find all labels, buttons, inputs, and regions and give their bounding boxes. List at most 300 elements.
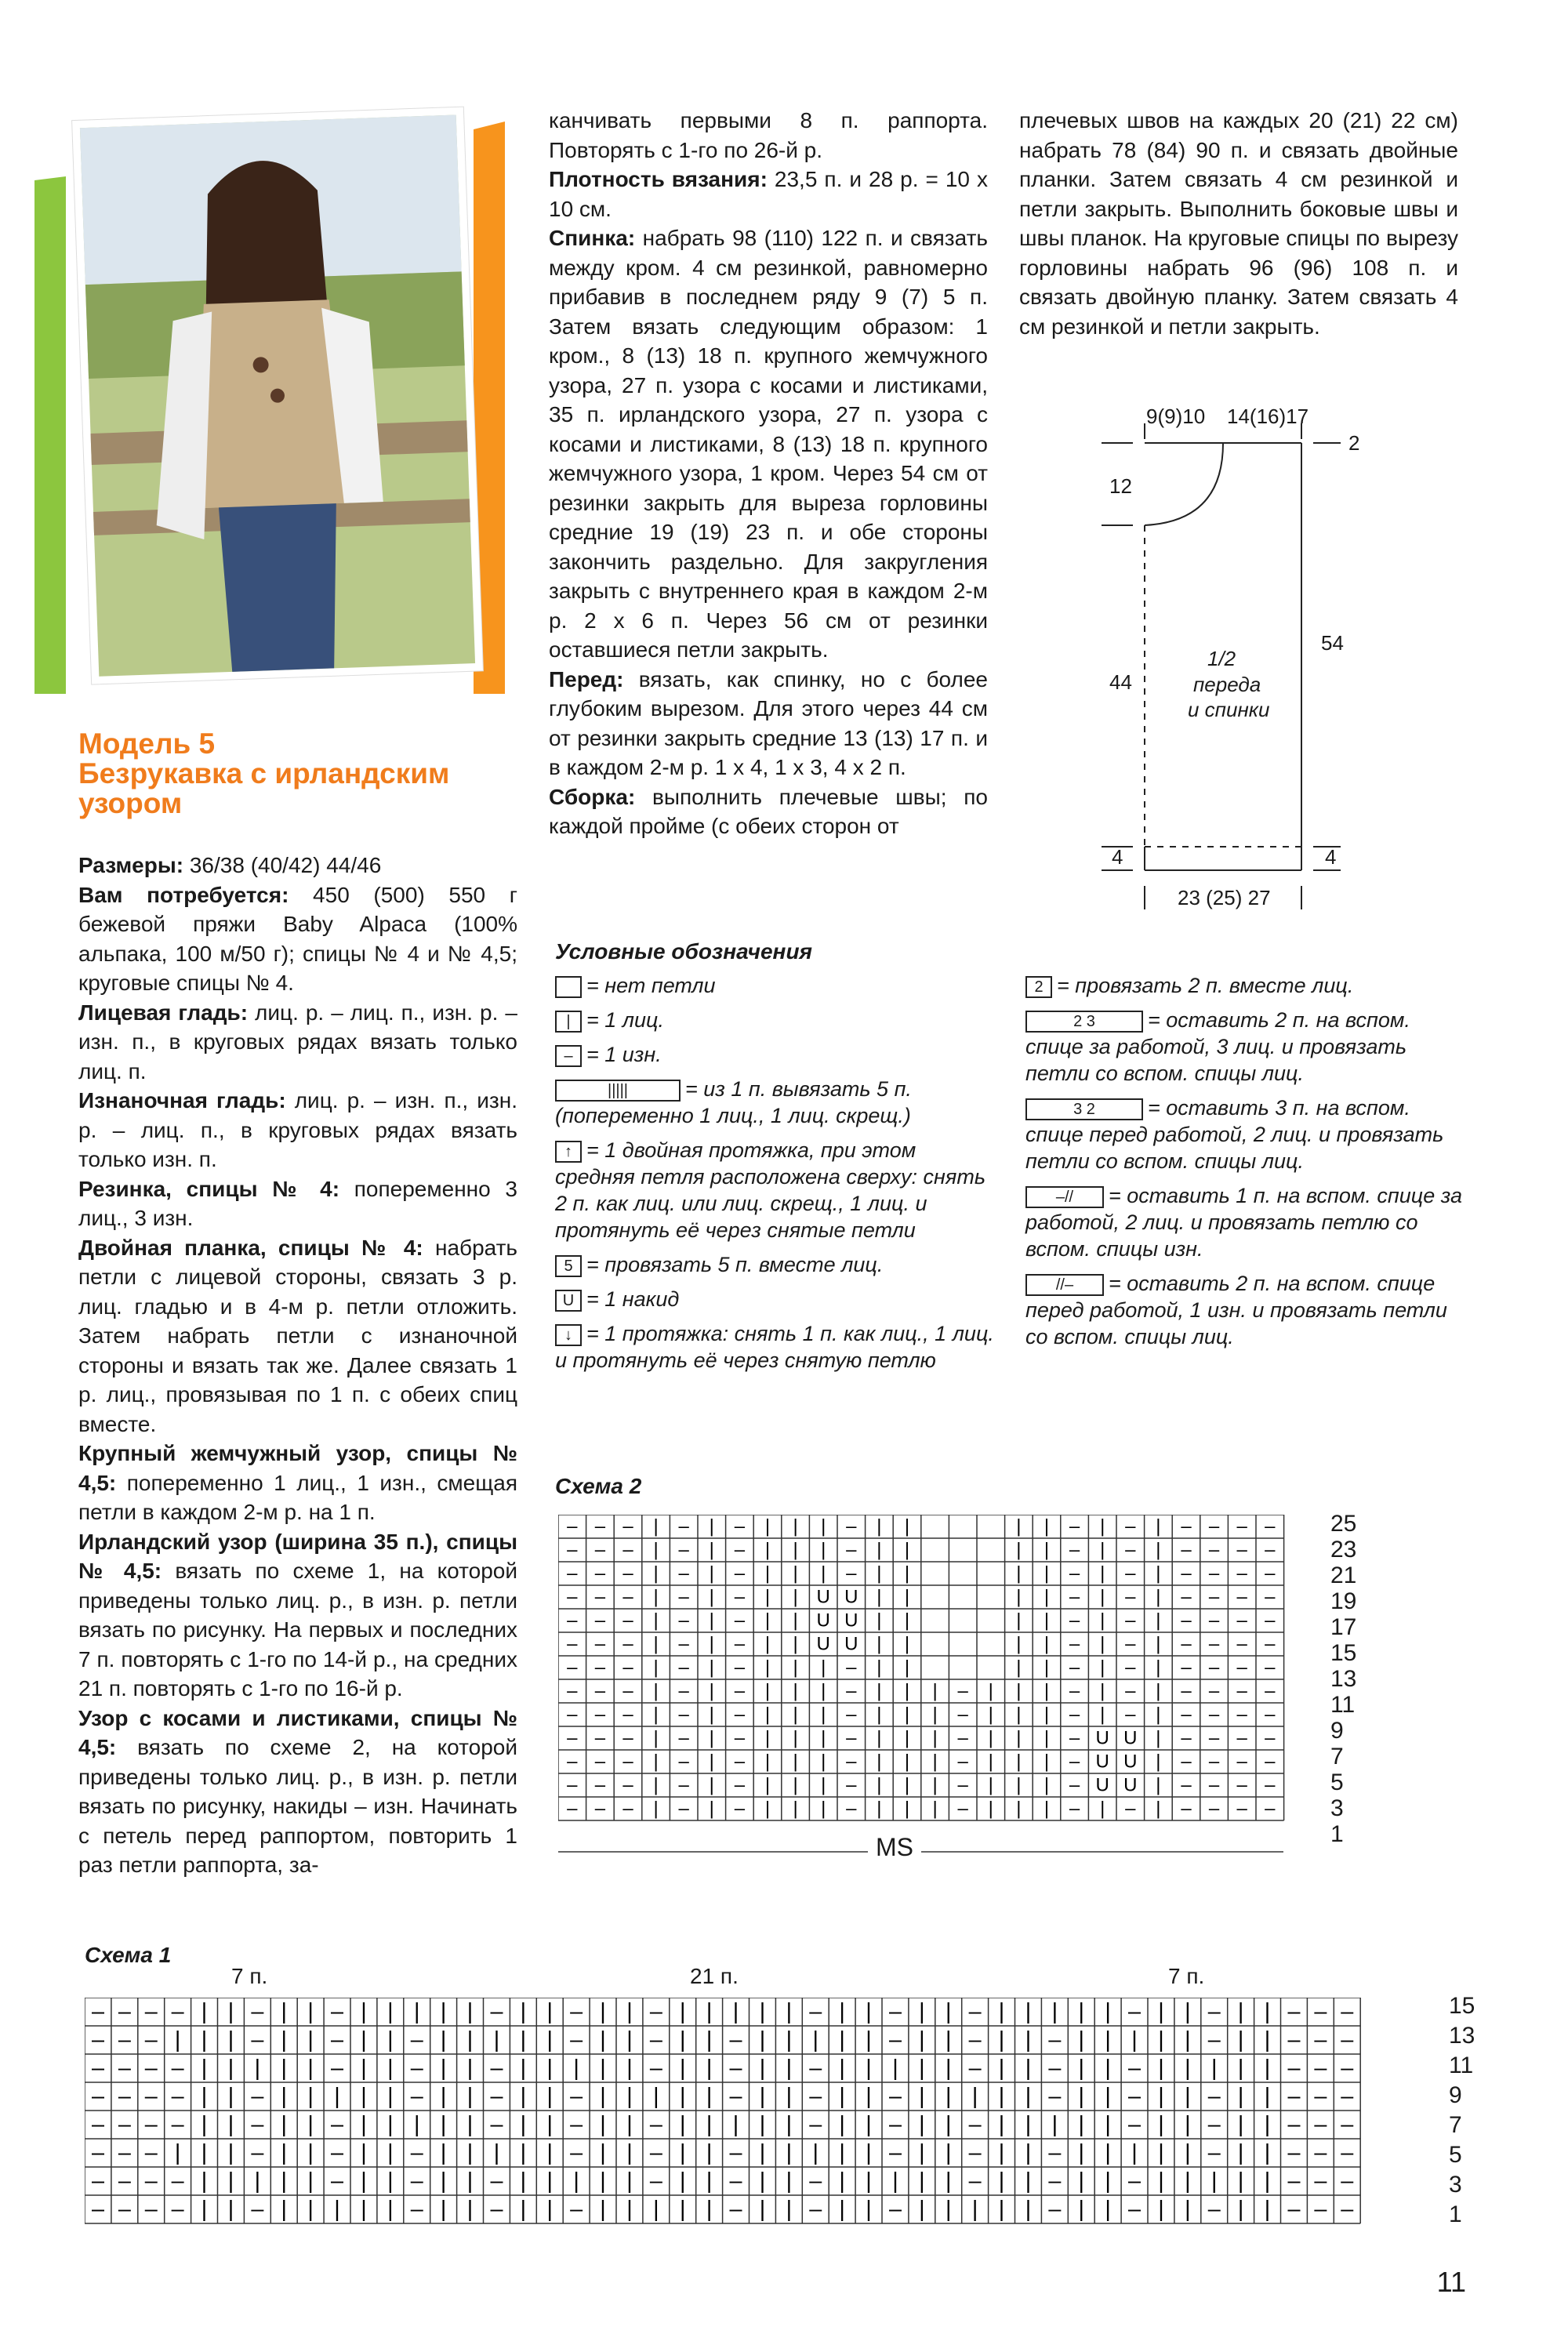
chart-stitch: – xyxy=(1341,1999,1354,2024)
chart-stitch: – xyxy=(1236,1586,1247,1608)
chart-stitch: | xyxy=(839,2140,845,2165)
chart-stitch: | xyxy=(764,1610,771,1632)
chart-stitch: | xyxy=(1100,1586,1105,1608)
chart-stitch: | xyxy=(653,1610,659,1632)
chart-stitch: | xyxy=(946,2112,952,2137)
chart-stitch: – xyxy=(968,2056,982,2081)
col2-p2: Спинка: набрать 98 (110) 122 п. и связать между кром. 4 см резинкой, равномерно прибавив в последнем ряду 9 (7) 5 п. Затем вязать следующим образом: 1 кром., 8 (13) 18 п. крупного жемчужного узора, 27 п. узора с косами и листиками, 35 п. ирландского узора, 27 п. узора с косами и листиками, 8 (13) 18 п. крупного жемчужного узора, 1 кром. Через 54 см от резинки закрыть для выреза горловины средние 19 (19) 23 п. и обе стороны закончить раздельно. Для закругления закрыть с внутреннего края в каждом 2-м р. 2 х 6 п. Через 56 см от резинки оставшиеся петли закрыть. xyxy=(549,226,988,662)
chart-stitch: | xyxy=(201,2197,208,2222)
chart-stitch: U xyxy=(1123,1774,1138,1796)
chart-stitch: | xyxy=(1100,1515,1105,1537)
chart-stitch: | xyxy=(281,2112,287,2137)
legend-item: – = 1 изн. xyxy=(555,1041,994,1068)
chart-stitch: | xyxy=(1264,2084,1271,2109)
chart-stitch: | xyxy=(821,1657,826,1679)
chart-stitch: – xyxy=(570,2084,583,2109)
chart-stitch: | xyxy=(387,2056,394,2081)
chart-stitch: | xyxy=(793,1680,798,1702)
chart-stitch: – xyxy=(490,1999,503,2024)
chart-stitch: | xyxy=(307,2169,314,2194)
chart-stitch: – xyxy=(957,1798,968,1820)
chart-stitch: | xyxy=(653,1798,659,1820)
chart-stitch: | xyxy=(387,2084,394,2109)
chart-stitch: | xyxy=(998,2112,1005,2137)
chart-stitch: | xyxy=(877,1727,882,1749)
symbol-no-stitch xyxy=(555,976,582,998)
chart-stitch: | xyxy=(988,1727,993,1749)
chart-stitch: – xyxy=(567,1798,578,1820)
chart-stitch: – xyxy=(734,1657,746,1679)
legend-item: 2 3 = оставить 2 п. на вспом. спице за работой, 3 лиц. и провязать петли со вспом. спицы лиц. xyxy=(1025,1008,1410,1085)
chart-stitch: | xyxy=(1158,2084,1164,2109)
chart-stitch: | xyxy=(998,2084,1005,2109)
chart-stitch: | xyxy=(680,2027,686,2053)
chart-stitch: | xyxy=(866,2027,872,2053)
chart-stitch: – xyxy=(490,2056,503,2081)
chart1-header-right: 7 п. xyxy=(1168,1964,1205,1988)
chart1-row-number: 1 xyxy=(1449,2201,1462,2227)
chart-stitch: – xyxy=(331,1999,344,2024)
chart-stitch: | xyxy=(793,1751,798,1773)
chart-stitch: | xyxy=(227,2197,234,2222)
chart-stitch: | xyxy=(971,2084,978,2109)
chart-stitch: | xyxy=(786,2027,793,2053)
chart-stitch: – xyxy=(1125,1704,1136,1726)
chart-stitch: | xyxy=(706,2027,713,2053)
chart-stitch: – xyxy=(91,1999,104,2024)
chart-stitch: – xyxy=(809,2197,822,2222)
chart-stitch: | xyxy=(281,2056,287,2081)
chart-stitch: – xyxy=(410,2084,423,2109)
chart-stitch: | xyxy=(1264,2140,1271,2165)
chart-stitch: – xyxy=(1181,1633,1192,1655)
chart-stitch: | xyxy=(998,2197,1005,2222)
chart-stitch: – xyxy=(1208,1774,1220,1796)
chart-stitch: – xyxy=(594,1539,606,1561)
chart-stitch: – xyxy=(1207,1999,1221,2024)
chart-stitch: – xyxy=(622,1751,633,1773)
chart-stitch: | xyxy=(1078,2084,1084,2109)
chart-stitch: – xyxy=(1069,1774,1080,1796)
chart-stitch: | xyxy=(546,2027,553,2053)
chart-stitch: – xyxy=(118,2169,131,2194)
chart2-row-number: 23 xyxy=(1330,1537,1357,1563)
legend-item: 2 = провязать 2 п. вместе лиц. xyxy=(1025,972,1465,999)
chart-stitch: – xyxy=(678,1798,689,1820)
chart-stitch: | xyxy=(793,1727,798,1749)
chart-stitch: – xyxy=(678,1586,689,1608)
legend-left xyxy=(555,972,994,1381)
chart-stitch: | xyxy=(1158,2197,1164,2222)
chart-stitch: | xyxy=(600,2084,606,2109)
chart-stitch: | xyxy=(653,1657,659,1679)
chart-stitch: – xyxy=(1236,1563,1247,1584)
chart-stitch: – xyxy=(594,1586,606,1608)
chart-stitch: | xyxy=(1185,2027,1191,2053)
chart-stitch: | xyxy=(1025,1999,1032,2024)
chart-stitch: | xyxy=(919,2056,925,2081)
chart-stitch: – xyxy=(888,2140,902,2165)
chart-stitch: | xyxy=(307,2140,314,2165)
chart-stitch: – xyxy=(1287,2056,1301,2081)
chart-stitch: | xyxy=(1078,1999,1084,2024)
chart-stitch: | xyxy=(793,1704,798,1726)
chart-stitch: | xyxy=(1211,2056,1218,2081)
chart-stitch: | xyxy=(904,1657,910,1679)
chart-stitch: | xyxy=(1016,1774,1022,1796)
chart-stitch: | xyxy=(988,1680,993,1702)
chart-stitch: | xyxy=(919,2084,925,2109)
chart-stitch: – xyxy=(91,2084,104,2109)
chart-stitch: – xyxy=(410,2140,423,2165)
chart-stitch: | xyxy=(546,2140,553,2165)
chart-stitch: | xyxy=(520,2084,527,2109)
chart-stitch: | xyxy=(201,2112,208,2137)
chart-stitch: – xyxy=(567,1751,578,1773)
chart-stitch: | xyxy=(1264,1999,1271,2024)
chart-stitch: – xyxy=(1069,1751,1080,1773)
chart-stitch: – xyxy=(570,1999,583,2024)
chart-stitch: – xyxy=(1207,2112,1221,2137)
chart-stitch: – xyxy=(1341,2084,1354,2109)
chart-stitch: – xyxy=(1048,2140,1062,2165)
chart-stitch: | xyxy=(793,1610,798,1632)
chart-stitch: | xyxy=(904,1774,910,1796)
chart-stitch: | xyxy=(600,2169,606,2194)
chart-stitch: | xyxy=(709,1774,714,1796)
col1-p2: Лицевая гладь: лиц. р. – лиц. п., изн. р. – изн. п., в круговых рядах вязать только лиц. п. xyxy=(78,1000,517,1083)
chart-stitch: – xyxy=(678,1539,689,1561)
chart2-row-number: 9 xyxy=(1330,1718,1344,1744)
chart-stitch: – xyxy=(1236,1515,1247,1537)
chart-stitch: | xyxy=(653,1586,659,1608)
chart-stitch: – xyxy=(567,1727,578,1749)
chart-stitch: – xyxy=(1069,1610,1080,1632)
chart-stitch: | xyxy=(626,2027,633,2053)
chart-stitch: | xyxy=(1025,2197,1032,2222)
chart-stitch: | xyxy=(932,1680,938,1702)
chart-stitch: | xyxy=(653,1563,659,1584)
chart-stitch: – xyxy=(846,1704,857,1726)
chart-stitch: | xyxy=(227,2027,234,2053)
chart-stitch: | xyxy=(1185,2140,1191,2165)
green-accent-strip xyxy=(34,176,66,694)
chart-stitch: – xyxy=(957,1727,968,1749)
chart-stitch: – xyxy=(809,2112,822,2137)
chart-stitch: – xyxy=(1341,2140,1354,2165)
chart1-title: Схема 1 xyxy=(85,1943,172,1967)
chart-stitch: | xyxy=(573,2056,579,2081)
chart-stitch: – xyxy=(1341,2169,1354,2194)
chart-stitch: – xyxy=(331,2140,344,2165)
chart-stitch: | xyxy=(653,1704,659,1726)
chart-stitch: | xyxy=(1044,1751,1050,1773)
chart-stitch: – xyxy=(567,1680,578,1702)
chart-stitch: – xyxy=(1181,1704,1192,1726)
chart-stitch: | xyxy=(1078,2027,1084,2053)
chart-stitch: | xyxy=(1131,2140,1138,2165)
chart-stitch: – xyxy=(1207,2140,1221,2165)
chart-stitch: | xyxy=(1051,2112,1058,2137)
chart-stitch: – xyxy=(490,2169,503,2194)
chart-stitch: – xyxy=(1265,1633,1276,1655)
chart-stitch: | xyxy=(227,2140,234,2165)
chart-stitch: | xyxy=(653,1727,659,1749)
chart-stitch: | xyxy=(520,2056,527,2081)
chart-stitch: – xyxy=(957,1774,968,1796)
chart-stitch: – xyxy=(1265,1774,1276,1796)
chart-stitch: | xyxy=(201,1999,208,2024)
chart-stitch: – xyxy=(118,1999,131,2024)
chart-stitch: | xyxy=(709,1586,714,1608)
chart-stitch: – xyxy=(1181,1539,1192,1561)
legend-item: ↑ = 1 двойная протяжка, при этом средняя петля расположена сверху: снять 2 п. как лиц. или лиц. скрещ., 1 лиц. и протянуть её через снятые петли xyxy=(555,1138,986,1242)
chart-stitch: | xyxy=(709,1515,714,1537)
chart1-row-number: 13 xyxy=(1449,2023,1475,2049)
chart-stitch: – xyxy=(622,1657,633,1679)
chart-stitch: | xyxy=(759,2140,766,2165)
chart-stitch: | xyxy=(440,2056,447,2081)
chart-stitch: | xyxy=(1044,1515,1050,1537)
chart-stitch: – xyxy=(1208,1515,1220,1537)
chart-stitch: – xyxy=(567,1586,578,1608)
chart-stitch: – xyxy=(622,1704,633,1726)
chart-stitch: – xyxy=(888,1999,902,2024)
chart-stitch: | xyxy=(946,2084,952,2109)
chart-stitch: – xyxy=(1236,1704,1247,1726)
chart-stitch: | xyxy=(998,2056,1005,2081)
chart-stitch: | xyxy=(1044,1539,1050,1561)
chart-stitch: | xyxy=(680,2112,686,2137)
chart-stitch: | xyxy=(904,1727,910,1749)
chart-stitch: | xyxy=(201,2056,208,2081)
chart-stitch: – xyxy=(846,1774,857,1796)
chart-stitch: | xyxy=(387,1999,394,2024)
chart-stitch: | xyxy=(1211,2169,1218,2194)
chart-stitch: | xyxy=(254,2056,261,2081)
chart-stitch: – xyxy=(734,1586,746,1608)
diagram-lines xyxy=(1098,392,1380,925)
chart-stitch: – xyxy=(118,2197,131,2222)
chart-stitch: | xyxy=(812,2140,818,2165)
chart-stitch: | xyxy=(932,1798,938,1820)
chart-stitch: U xyxy=(1123,1727,1138,1749)
chart-stitch: | xyxy=(946,2056,952,2081)
chart-stitch: | xyxy=(1100,1657,1105,1679)
chart-stitch: – xyxy=(729,2027,742,2053)
chart-stitch: – xyxy=(144,2056,158,2081)
chart-stitch: – xyxy=(734,1704,746,1726)
chart-stitch: | xyxy=(946,2197,952,2222)
chart-stitch: | xyxy=(520,2140,527,2165)
chart-stitch: | xyxy=(1044,1680,1050,1702)
chart-stitch: – xyxy=(567,1633,578,1655)
chart-stitch: | xyxy=(706,2140,713,2165)
chart-stitch: | xyxy=(1100,1539,1105,1561)
chart-stitch: – xyxy=(1208,1727,1220,1749)
legend-item: U = 1 накид xyxy=(555,1286,994,1312)
chart-stitch: | xyxy=(174,2140,181,2165)
chart-stitch: | xyxy=(1105,2112,1111,2137)
chart-stitch: – xyxy=(1265,1727,1276,1749)
chart-stitch: – xyxy=(171,2112,184,2137)
chart-stitch: – xyxy=(91,2027,104,2053)
chart-stitch: | xyxy=(1156,1586,1161,1608)
chart-stitch: – xyxy=(171,2169,184,2194)
chart-stitch: | xyxy=(414,1999,420,2024)
chart-stitch: – xyxy=(809,2169,822,2194)
chart-stitch: | xyxy=(1044,1798,1050,1820)
chart-stitch: | xyxy=(988,1704,993,1726)
chart-stitch: – xyxy=(1341,2112,1354,2137)
chart-stitch: – xyxy=(1128,1999,1142,2024)
chart-stitch: – xyxy=(729,2084,742,2109)
chart-stitch: | xyxy=(709,1610,714,1632)
chart-stitch: – xyxy=(846,1657,857,1679)
diag-top-left: 9(9)10 xyxy=(1146,405,1206,428)
chart-stitch: – xyxy=(649,2056,662,2081)
chart-stitch: | xyxy=(1105,2169,1111,2194)
chart-stitch: – xyxy=(649,2027,662,2053)
chart-stitch: | xyxy=(932,1727,938,1749)
chart-stitch: | xyxy=(600,2197,606,2222)
chart-stitch: | xyxy=(1185,1999,1191,2024)
chart-stitch: – xyxy=(594,1704,606,1726)
chart-stitch: | xyxy=(1156,1539,1161,1561)
chart-stitch: U xyxy=(816,1586,830,1608)
chart1-row-number: 3 xyxy=(1449,2172,1462,2198)
model-number: Модель 5 xyxy=(78,728,216,760)
chart-stitch: | xyxy=(1105,2084,1111,2109)
chart2-row-number: 15 xyxy=(1330,1640,1357,1666)
chart-stitch: – xyxy=(410,2169,423,2194)
chart-stitch: – xyxy=(91,2197,104,2222)
chart-stitch: – xyxy=(649,2140,662,2165)
chart-stitch: | xyxy=(821,1798,826,1820)
chart1-row-number: 15 xyxy=(1449,1993,1475,2019)
chart-stitch: | xyxy=(1016,1657,1022,1679)
chart-stitch: – xyxy=(1128,2112,1142,2137)
chart-stitch: – xyxy=(594,1727,606,1749)
chart-stitch: | xyxy=(1158,2140,1164,2165)
chart-stitch: | xyxy=(440,2169,447,2194)
chart-stitch: | xyxy=(1185,2169,1191,2194)
symbol-yarn-over: U xyxy=(555,1290,582,1312)
chart-stitch: | xyxy=(600,2056,606,2081)
chart-stitch: | xyxy=(709,1633,714,1655)
chart-stitch: | xyxy=(1016,1751,1022,1773)
chart-stitch: – xyxy=(1341,2197,1354,2222)
model-photo xyxy=(34,98,505,694)
chart-stitch: – xyxy=(1125,1610,1136,1632)
chart-stitch: – xyxy=(1069,1727,1080,1749)
chart-stitch: | xyxy=(387,2197,394,2222)
chart-stitch: | xyxy=(387,2140,394,2165)
chart-stitch: | xyxy=(653,1751,659,1773)
chart-stitch: – xyxy=(91,2140,104,2165)
chart-stitch: | xyxy=(759,2197,766,2222)
chart-stitch: – xyxy=(1181,1610,1192,1632)
chart-stitch: | xyxy=(764,1563,771,1584)
chart-stitch: | xyxy=(254,2169,261,2194)
chart-stitch: | xyxy=(1078,2169,1084,2194)
chart-stitch: | xyxy=(1016,1515,1022,1537)
chart-stitch: – xyxy=(968,2027,982,2053)
chart-stitch: | xyxy=(1237,2056,1244,2081)
chart-stitch: – xyxy=(1181,1586,1192,1608)
chart2-row-number: 17 xyxy=(1330,1614,1357,1640)
chart2 xyxy=(558,1511,1389,1875)
chart-stitch: – xyxy=(622,1680,633,1702)
chart-stitch: | xyxy=(877,1539,882,1561)
chart-stitch: | xyxy=(1156,1680,1161,1702)
chart-stitch: | xyxy=(1025,2084,1032,2109)
chart-stitch: | xyxy=(1156,1515,1161,1537)
chart-stitch: – xyxy=(622,1539,633,1561)
chart-stitch: | xyxy=(1264,2056,1271,2081)
chart-stitch: – xyxy=(678,1610,689,1632)
chart-stitch: – xyxy=(594,1515,606,1537)
chart-stitch: | xyxy=(839,2197,845,2222)
chart-stitch: – xyxy=(678,1657,689,1679)
chart-stitch: | xyxy=(1016,1586,1022,1608)
chart-stitch: – xyxy=(1069,1680,1080,1702)
chart1-grid xyxy=(85,1998,1363,2233)
chart-stitch: | xyxy=(1264,2112,1271,2137)
chart-stitch: – xyxy=(1125,1539,1136,1561)
chart-stitch: | xyxy=(786,1999,793,2024)
chart-stitch: – xyxy=(594,1610,606,1632)
chart-stitch: | xyxy=(709,1563,714,1584)
chart-stitch: | xyxy=(1185,2112,1191,2137)
chart-stitch: – xyxy=(649,2112,662,2137)
chart-stitch: | xyxy=(866,2056,872,2081)
column-3 xyxy=(1019,106,1458,341)
chart-stitch: | xyxy=(1158,2169,1164,2194)
chart-stitch: – xyxy=(1069,1657,1080,1679)
chart-stitch: | xyxy=(946,2169,952,2194)
chart-stitch: – xyxy=(570,2027,583,2053)
chart-stitch: – xyxy=(1181,1798,1192,1820)
chart-stitch: | xyxy=(759,1999,766,2024)
chart-stitch: – xyxy=(1208,1680,1220,1702)
chart-stitch: | xyxy=(877,1610,882,1632)
chart-stitch: | xyxy=(866,1999,872,2024)
chart-stitch: U xyxy=(1095,1774,1109,1796)
col1-p5: Двойная планка, спицы № 4: набрать петли с лицевой стороны, связать 3 р. лиц. гладью и в 4-м р. петли отложить. Затем набрать петли с изнаночной стороны и вязать так же. Далее связать 1 р. лиц., провязывая по 1 п. с обеих спиц вместе. xyxy=(78,1235,518,1436)
chart-stitch: | xyxy=(877,1751,882,1773)
chart-stitch: – xyxy=(1314,2197,1327,2222)
chart-stitch: – xyxy=(1208,1704,1220,1726)
chart-stitch: – xyxy=(1181,1774,1192,1796)
chart-stitch: – xyxy=(594,1751,606,1773)
chart-stitch: | xyxy=(764,1680,771,1702)
chart-stitch: – xyxy=(144,2112,158,2137)
chart-stitch: | xyxy=(839,2169,845,2194)
chart-stitch: – xyxy=(91,2056,104,2081)
chart-stitch: – xyxy=(846,1563,857,1584)
chart-stitch: – xyxy=(490,2084,503,2109)
chart2-row-number: 21 xyxy=(1330,1563,1357,1588)
diag-left-len: 44 xyxy=(1109,670,1132,694)
column-1 xyxy=(78,851,517,1880)
chart-stitch: | xyxy=(546,2169,553,2194)
chart-stitch: | xyxy=(709,1539,714,1561)
chart-stitch: – xyxy=(1125,1680,1136,1702)
chart-stitch: | xyxy=(281,1999,287,2024)
chart-stitch: | xyxy=(1100,1633,1105,1655)
chart-stitch: | xyxy=(946,1999,952,2024)
